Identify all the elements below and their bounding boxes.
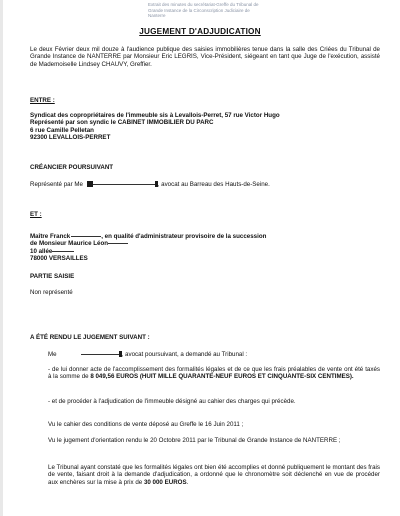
debtor-line: de Monsieur Maurice Léon — [30, 240, 380, 247]
judgment-paragraph-4: Vu le jugement d'orientation rendu le 20 Octobre 2011 par le Tribunal de Grande Instance de NANTERRE ; — [48, 437, 341, 444]
creditor-role: CRÉANCIER POURSUIVANT — [30, 164, 114, 171]
stamp-line: Extrait des minutes du secrétariat-Greffe du Tribunal de — [148, 2, 259, 7]
debtor-prefix: Maître Franck — [30, 233, 71, 240]
creditor-line: 6 rue Camille Pelletan — [30, 126, 94, 134]
creditor-line: Représenté par son syndic le CABINET IMMOBILIER DU PARC — [30, 119, 214, 127]
debtor-suffix: , en qualité d'administrateur provisoire de la succession — [101, 233, 267, 240]
stamp-line: Grande Instance de la Circonscription Judiciaire de — [148, 7, 250, 13]
stamp-line: Nanterre — [148, 13, 166, 18]
judgment-paragraph-5: Le Tribunal ayant constaté que les formalités légales ont bien été accomplies et donné publiquement le montant des frais de vente, faisant droit à la demande d'adjudication, a ordonné que le chronomètre soit déclenché en vue de procéder aux enchères sur la mise à prix de 30 000 EUROS. — [48, 464, 380, 486]
creditor-line: 92300 LEVALLOIS-PERRET — [30, 134, 111, 142]
redaction-mark — [108, 243, 128, 244]
redaction-mark — [81, 354, 119, 355]
entre-heading: ENTRE : — [30, 97, 55, 104]
judgment-paragraph-3: Vu le cahier des conditions de vente déposé au Greffe le 16 Juin 2011 ; — [48, 421, 244, 428]
debtor-line: 10 allée — [30, 248, 380, 255]
fees-amount: 8 049,56 EUROS (HUIT MILLE QUARANTE-NEUF EUROS ET CINQUANTE-SIX CENTIMES). — [90, 373, 354, 381]
court-stamp — [148, 2, 268, 19]
et-heading: ET : — [30, 211, 42, 218]
redaction-mark — [93, 184, 155, 185]
debtor-block — [30, 233, 380, 263]
judgment-paragraph-1: - de lui donner acte de l'accomplissement des formalités légales et de ce que les frais préalables de vente ont été taxés à la somme de 8 049,56 EUROS (HUIT MILLE QUARANTE-NEUF EUROS ET CINQUANTE-SIX CENTIMES). — [48, 366, 380, 381]
debtor-role: PARTIE SAISIE — [30, 273, 75, 280]
judgment-request: Me , avocat poursuivant, a demandé au Tribunal : — [48, 351, 248, 358]
debtor-line — [30, 233, 380, 240]
rep-prefix: Représenté par Me — [30, 181, 83, 188]
starting-price: 30 000 EUROS — [143, 478, 187, 486]
redaction-mark — [71, 236, 101, 237]
document-title: JUGEMENT D'ADJUDICATION — [139, 27, 261, 36]
intro-paragraph: Le deux Février deux mil douze à l'audience publique des saisies immobilières tenue dans la salle des Criées du Tribunal de Grande Instance de NANTERRE par Monsieur Eric LEGRIS, Vice-Président, siégeant en tant que Juge de l'exécution, assisté de Mademoiselle Lindsey CHAUVY, Greffier. — [30, 46, 380, 68]
rep-suffix: , avocat au Barreau des Hauts-de-Seine. — [157, 181, 270, 188]
redaction-mark — [52, 251, 74, 252]
debtor-representation: Non représenté — [30, 289, 73, 296]
creditor-block — [30, 112, 380, 142]
creditor-line: Syndicat des copropriétaires de l'immeuble sis à Levallois-Perret, 57 rue Victor Hugo — [30, 112, 280, 119]
judgment-paragraph-2: - et de procéder à l'adjudication de l'immeuble désigné au cahier des charges qui précède. — [48, 398, 296, 405]
debtor-line: 78000 VERSAILLES — [30, 255, 88, 263]
creditor-representation — [30, 181, 380, 188]
judgment-heading: A ÉTÉ RENDU LE JUGEMENT SUIVANT : — [30, 334, 150, 341]
scan-margin — [0, 0, 3, 516]
